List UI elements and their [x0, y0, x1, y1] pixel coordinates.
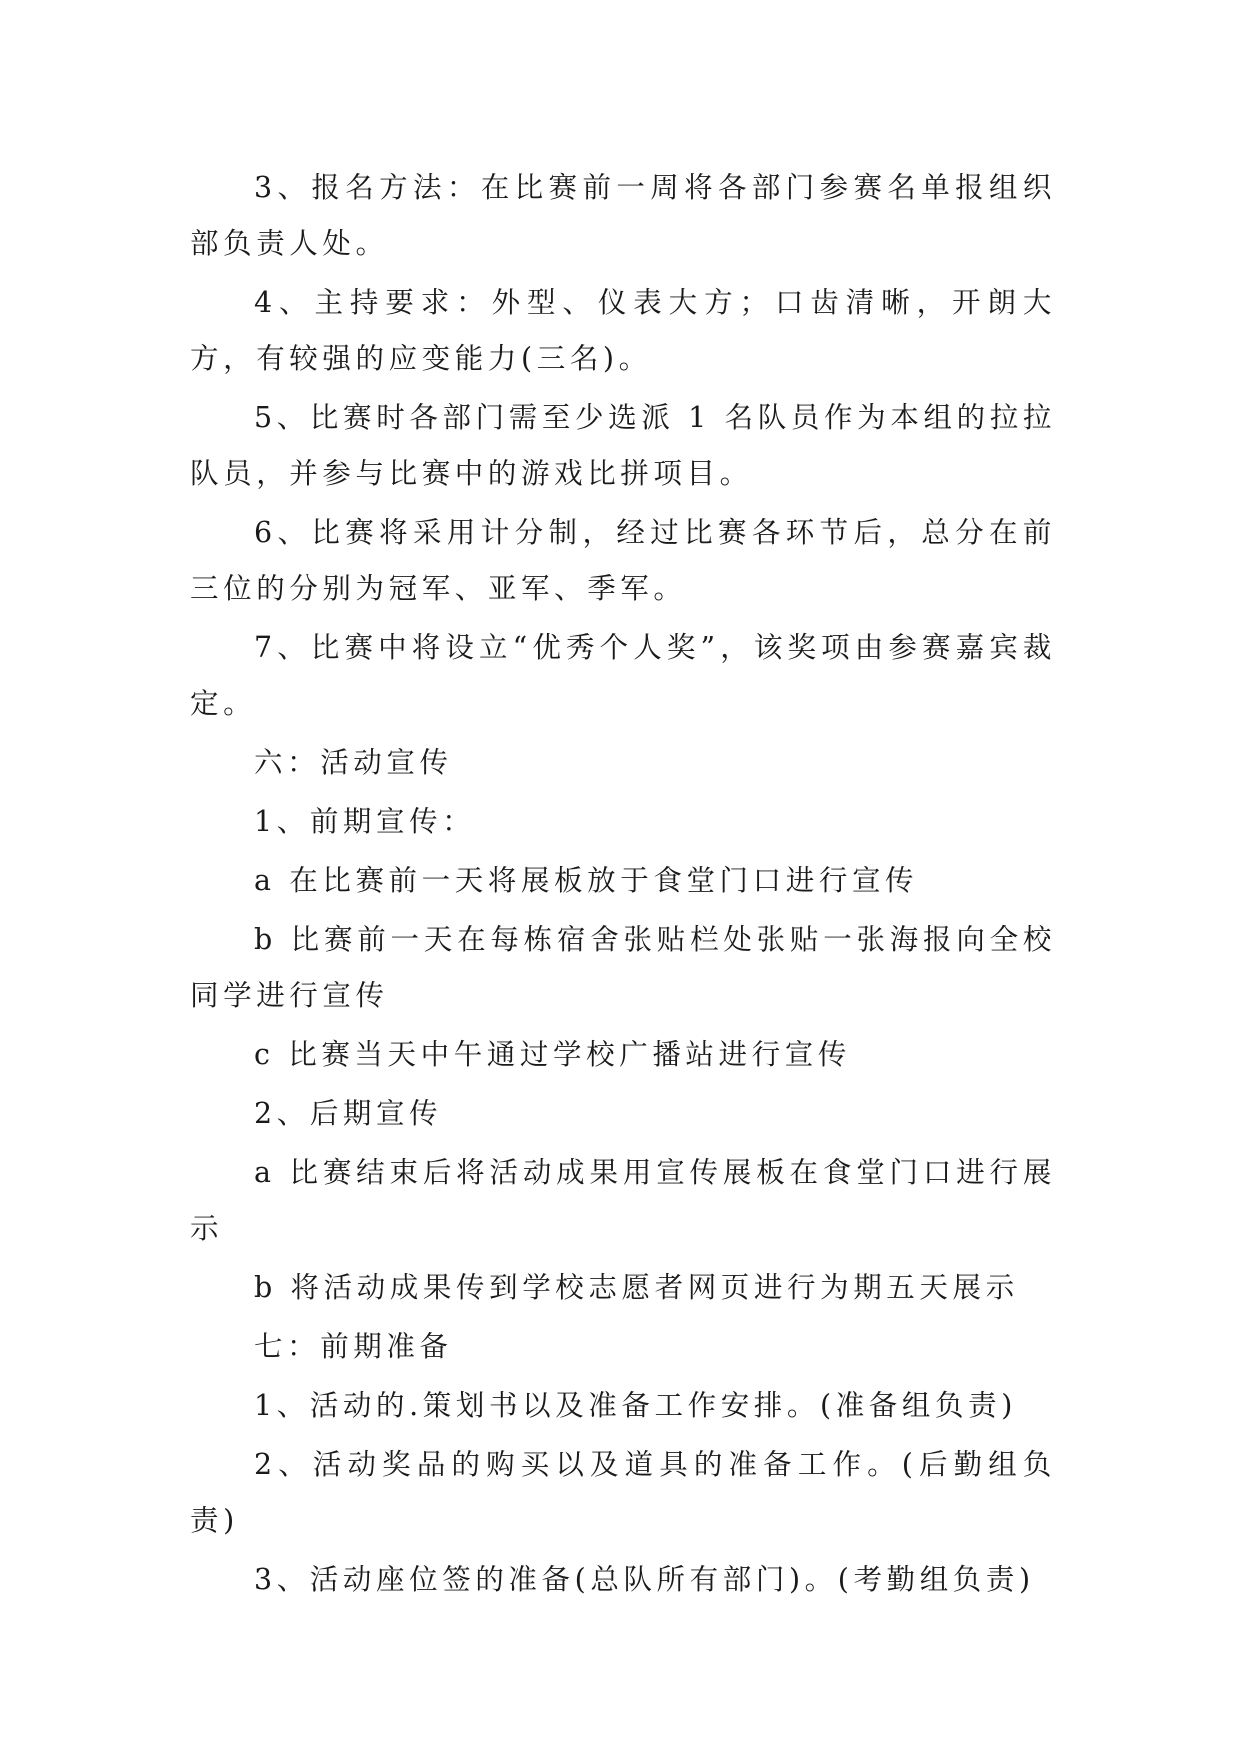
paragraph-item-c: c 比赛当天中午通过学校广播站进行宣传 [254, 1038, 851, 1071]
paragraph-registration-method: 3、报名方法：在比赛前一周将各部门参赛名单报组织部负责人处。 [190, 171, 1056, 260]
paragraph-prep-2: 2、活动奖品的购买以及道具的准备工作。(后勤组负责) [190, 1448, 1056, 1537]
paragraph-later-item-a: a 比赛结束后将活动成果用宣传展板在食堂门口进行展示 [190, 1156, 1056, 1245]
paragraph-host-requirements: 4、主持要求：外型、仪表大方；口齿清晰，开朗大方，有较强的应变能力(三名)。 [190, 286, 1056, 375]
paragraph-prep-1: 1、活动的.策划书以及准备工作安排。(准备组负责) [254, 1389, 1017, 1422]
paragraph-later-item-b: b 将活动成果传到学校志愿者网页进行为期五天展示 [254, 1271, 1019, 1304]
paragraph-item-a: a 在比赛前一天将展板放于食堂门口进行宣传 [254, 864, 919, 897]
paragraph-individual-award: 7、比赛中将设立“优秀个人奖”，该奖项由参赛嘉宾裁定。 [190, 631, 1056, 720]
paragraph-scoring: 6、比赛将采用计分制，经过比赛各环节后，总分在前三位的分别为冠军、亚军、季军。 [190, 516, 1056, 605]
paragraph-early-publicity: 1、前期宣传： [254, 805, 476, 838]
paragraph-cheerleader: 5、比赛时各部门需至少选派 1 名队员作为本组的拉拉队员，并参与比赛中的游戏比拼项目。 [190, 401, 1056, 490]
document-body [190, 160, 1056, 1611]
paragraph-later-publicity: 2、后期宣传 [254, 1097, 443, 1130]
paragraph-item-b: b 比赛前一天在每栋宿舍张贴栏处张贴一张海报向全校同学进行宣传 [190, 923, 1056, 1012]
paragraph-prep-3: 3、活动座位签的准备(总队所有部门)。(考勤组负责) [254, 1563, 1035, 1596]
section-heading-publicity: 六：活动宣传 [254, 746, 453, 779]
section-heading-preparation: 七：前期准备 [254, 1330, 453, 1363]
